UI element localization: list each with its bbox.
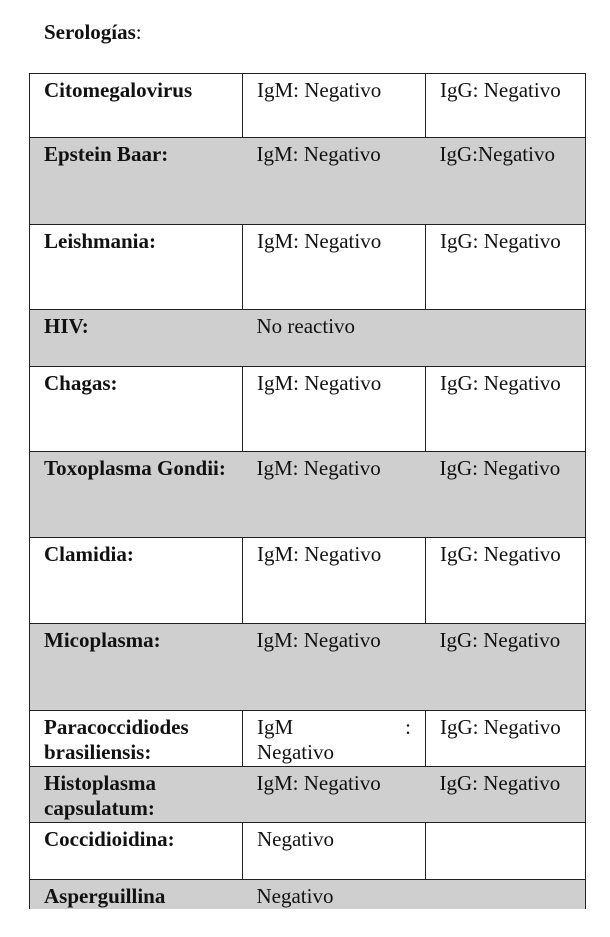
igg-result: IgG:Negativo xyxy=(426,138,586,225)
test-result: No reactivo xyxy=(243,310,586,367)
test-name: Coccidioidina: xyxy=(30,823,243,880)
igg-result: IgG: Negativo xyxy=(426,74,586,138)
test-name: Asperguillina xyxy=(30,880,243,910)
test-name: Paracoccidiodes brasiliensis: xyxy=(30,711,243,767)
igg-result: IgG: Negativo xyxy=(426,367,586,452)
test-name: HIV: xyxy=(30,310,243,367)
table-row xyxy=(30,452,586,538)
igm-result xyxy=(243,711,426,767)
table-row xyxy=(30,74,586,138)
table-row xyxy=(30,367,586,452)
test-name: Histoplasma capsulatum: xyxy=(30,767,243,823)
test-name: Chagas: xyxy=(30,367,243,452)
table-row xyxy=(30,225,586,310)
igg-result: IgG: Negativo xyxy=(426,767,586,823)
section-title: Serologías xyxy=(44,20,136,44)
section-heading xyxy=(44,17,142,47)
igm-separator: : xyxy=(405,715,411,739)
section-title-colon: : xyxy=(135,20,142,44)
table-row xyxy=(30,624,586,711)
igg-result: IgG: Negativo xyxy=(426,452,586,538)
test-name: Leishmania: xyxy=(30,225,243,310)
test-name: Micoplasma: xyxy=(30,624,243,711)
igm-result: IgM: Negativo xyxy=(243,367,426,452)
igg-result: IgG: Negativo xyxy=(426,711,586,767)
test-result: Negativo xyxy=(243,880,586,910)
table-row xyxy=(30,823,586,880)
igg-result: IgG: Negativo xyxy=(426,624,586,711)
table-row xyxy=(30,767,586,823)
igm-value: Negativo xyxy=(257,740,334,764)
igm-result: IgM: Negativo xyxy=(243,225,426,310)
table-row xyxy=(30,880,586,910)
serology-table xyxy=(29,73,586,909)
table-row xyxy=(30,138,586,225)
igg-result: IgG: Negativo xyxy=(426,538,586,624)
test-result: Negativo xyxy=(243,823,426,880)
test-name: Epstein Baar: xyxy=(30,138,243,225)
table-row xyxy=(30,711,586,767)
table-row xyxy=(30,310,586,367)
igm-result: IgM: Negativo xyxy=(243,138,426,225)
test-name: Citomegalovirus xyxy=(30,74,243,138)
test-name: Clamidia: xyxy=(30,538,243,624)
igm-result: IgM: Negativo xyxy=(243,452,426,538)
igm-result: IgM: Negativo xyxy=(243,74,426,138)
igg-result xyxy=(426,823,586,880)
test-name: Toxoplasma Gondii: xyxy=(30,452,243,538)
table-row xyxy=(30,538,586,624)
igm-result: IgM: Negativo xyxy=(243,767,426,823)
igg-result: IgG: Negativo xyxy=(426,225,586,310)
igm-result: IgM: Negativo xyxy=(243,538,426,624)
igm-prefix: IgM xyxy=(257,715,294,739)
igm-result: IgM: Negativo xyxy=(243,624,426,711)
